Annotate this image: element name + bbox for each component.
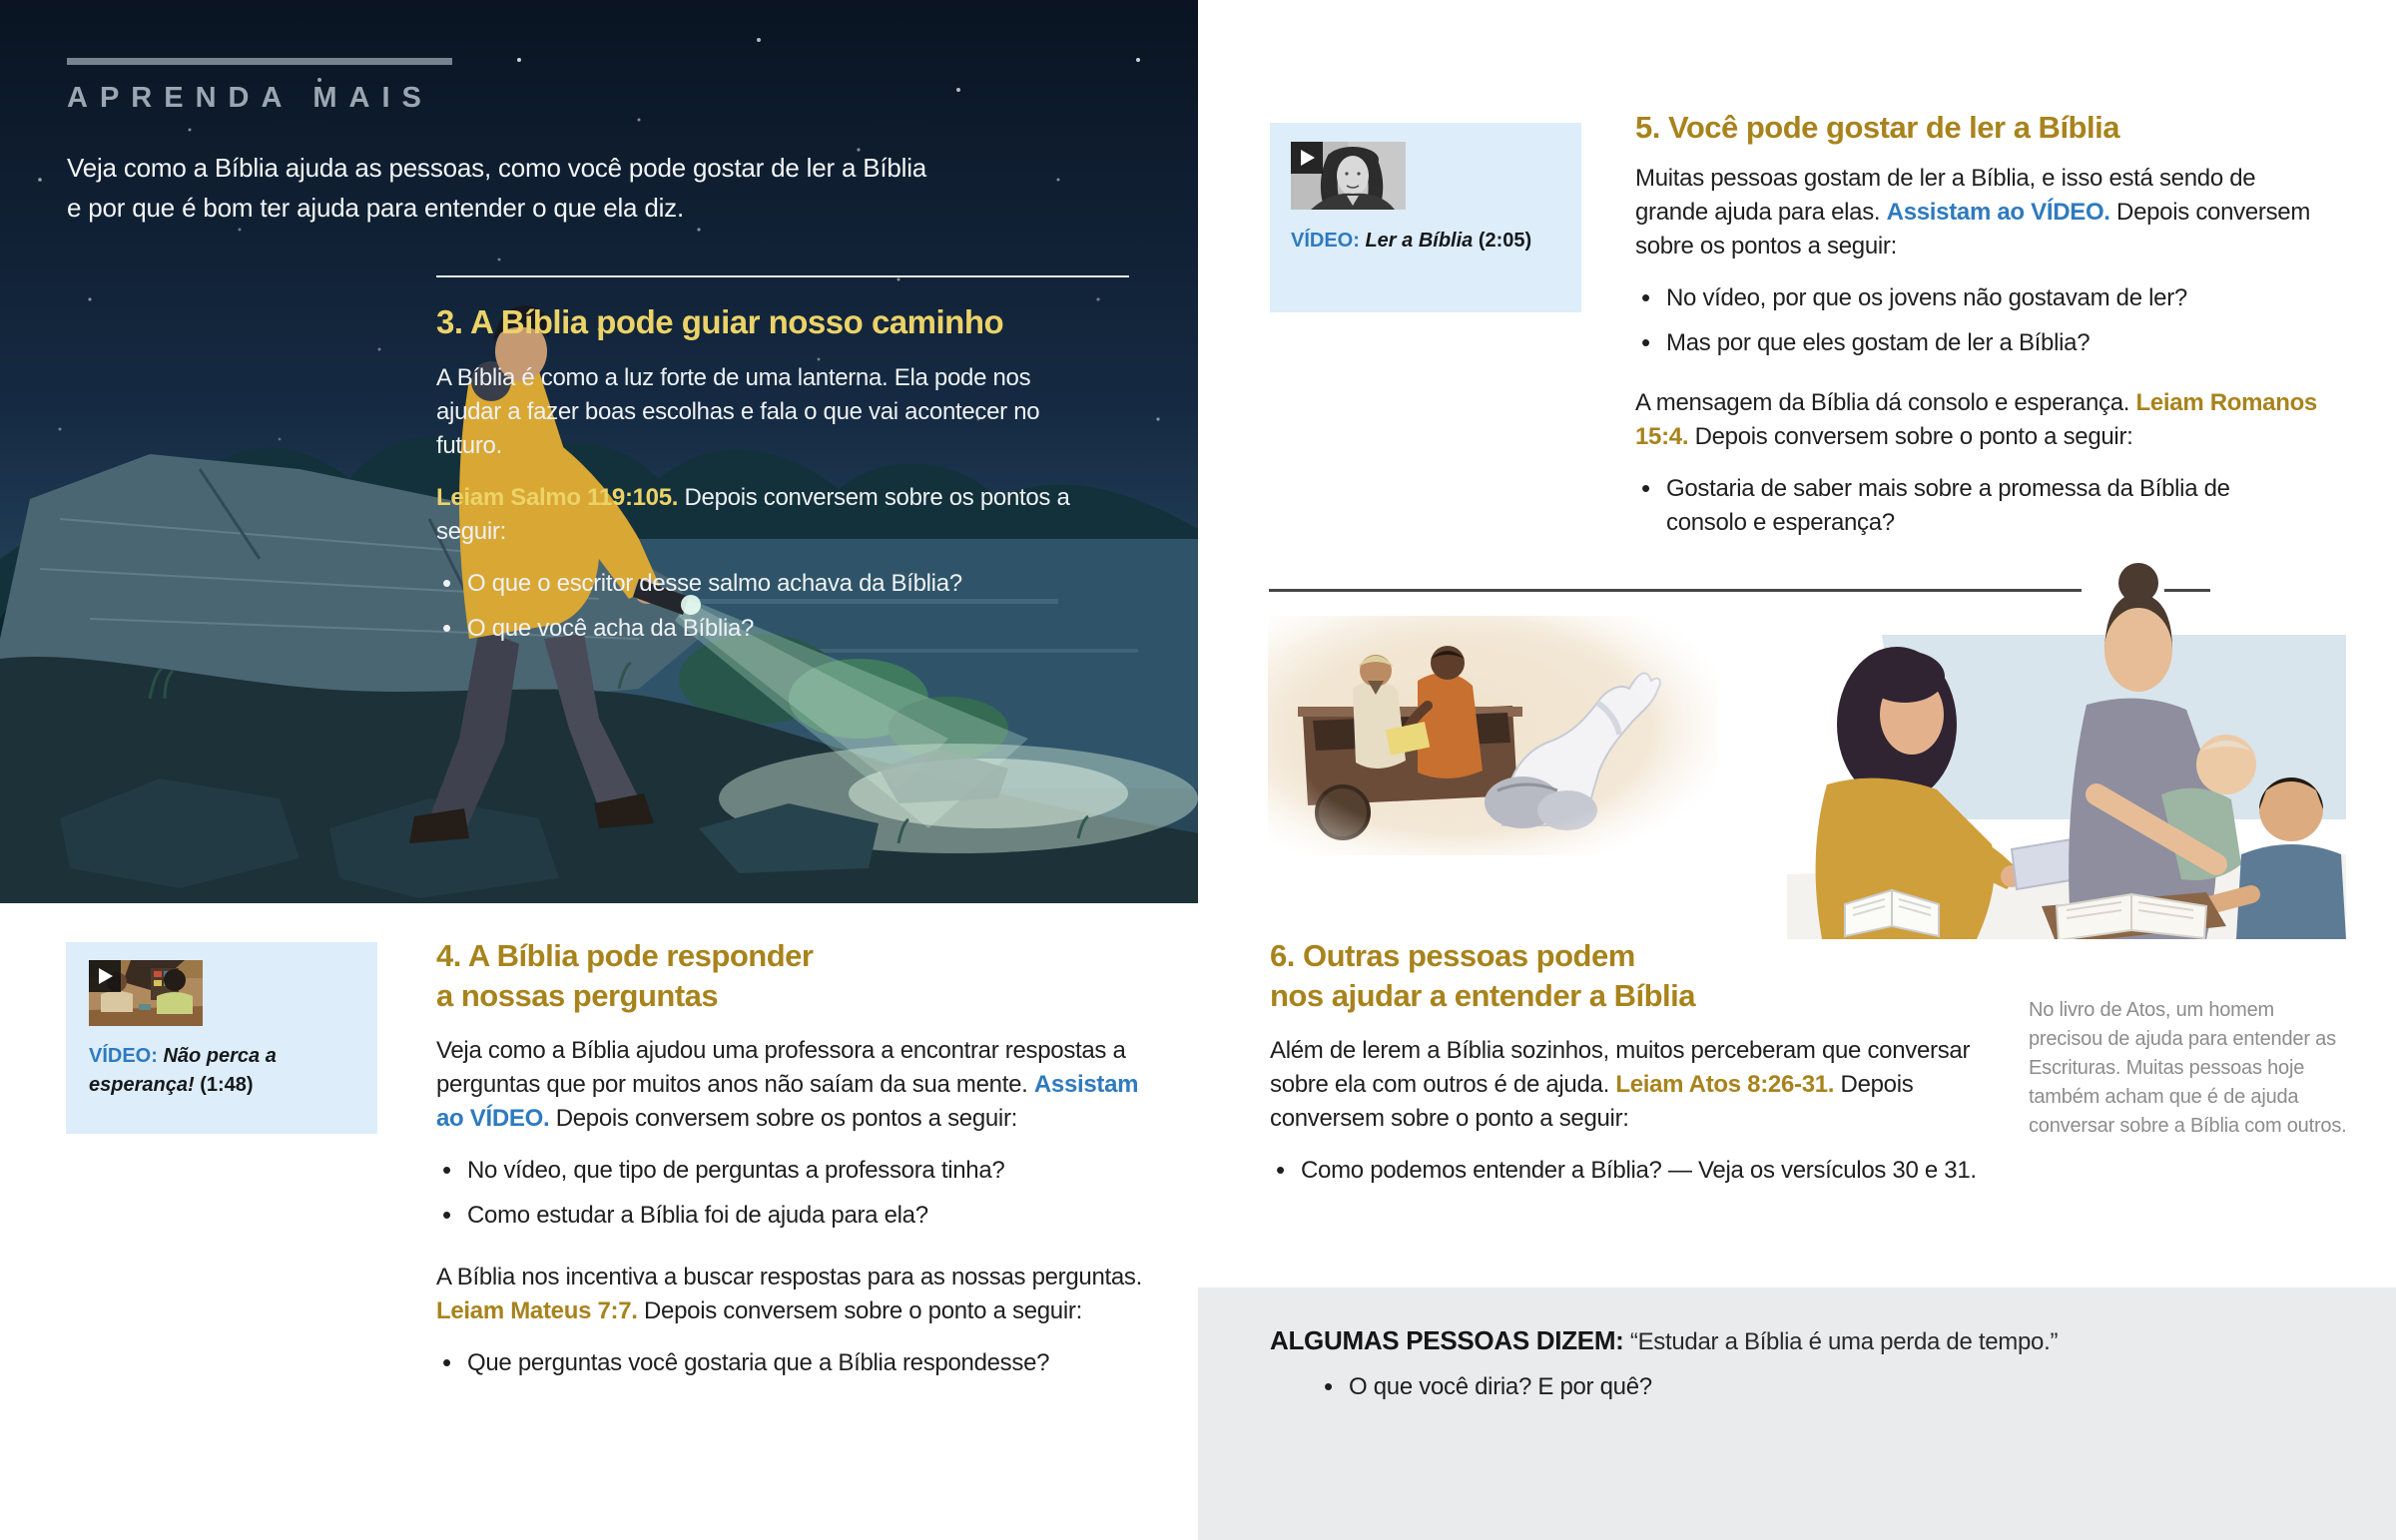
section-4-bullets (436, 1154, 1150, 1233)
hero-intro-line2: e por que é bom ter ajuda para entender o que ela diz. (67, 193, 684, 223)
scripture-link-atos[interactable]: Leiam Atos 8:26-31. (1615, 1071, 1835, 1098)
play-icon (89, 960, 121, 992)
section-4-body-text: Veja como a Bíblia ajudou uma professora a encontrar respostas a perguntas que por muitos anos não saíam da sua mente. (436, 1037, 1126, 1098)
section-4-title-line1: 4. A Bíblia pode responder (436, 938, 814, 973)
sidebar-caption: No livro de Atos, um homem precisou de ajuda para entender as Escrituras. Muitas pessoas hoje também acham que é de ajuda conversar sobre a Bíblia com outros. (2029, 999, 2347, 1137)
video-title[interactable]: Ler a Bíblia (1365, 230, 1474, 252)
video-caption-nao-perca[interactable] (89, 1042, 356, 1100)
section-5-bullets2 (1635, 472, 2334, 540)
scripture-link-salmo[interactable]: Leiam Salmo 119:105. (436, 484, 679, 511)
video-title[interactable]: Não perca a esperança! (89, 1045, 277, 1096)
video-thumbnail-nao-perca[interactable] (89, 960, 203, 1026)
list-item: • Que perguntas você gostaria que a Bíblia respondesse? (436, 1346, 1150, 1380)
some-people-say-label: ALGUMAS PESSOAS DIZEM: (1270, 1325, 1624, 1355)
section-6-body-after: Depois conversem sobre o ponto a seguir: (1270, 1071, 1914, 1132)
section-4-body-after: Depois conversem sobre os pontos a seguir: (549, 1105, 1018, 1132)
section-3-body: A Bíblia é como a luz forte de uma lanterna. Ela pode nos ajudar a fazer boas escolhas e fala o que vai acontecer no futuro. (436, 364, 1040, 459)
list-item: • O que o escritor desse salmo achava da Bíblia? (436, 567, 1135, 601)
family-study-illustration (1787, 555, 2346, 944)
scripture-link-mateus[interactable]: Leiam Mateus 7:7. (436, 1297, 638, 1324)
video-box-ler-biblia (1270, 123, 1581, 312)
section-5-body-text: Muitas pessoas gostam de ler a Bíblia, e isso está sendo de grande ajuda para elas. (1635, 165, 2256, 226)
scripture-link-romanos[interactable]: Leiam Romanos 15:4. (1635, 389, 2317, 450)
list-item: • No vídeo, que tipo de perguntas a professora tinha? (436, 1154, 1150, 1188)
section-6-title (1270, 936, 1989, 1016)
video-duration: (1:48) (200, 1074, 254, 1096)
section-5-para2-text: A mensagem da Bíblia dá consolo e esperança. (1635, 389, 2136, 416)
section-5-body (1635, 162, 2326, 263)
video-box-nao-perca (66, 942, 377, 1134)
section-5-bullets (1635, 281, 2334, 360)
video-label[interactable]: VÍDEO: (1291, 230, 1360, 252)
section-4-para2-text: A Bíblia nos incentiva a buscar respostas para as nossas perguntas. (436, 1264, 1142, 1290)
section-4-title-line2: a nossas perguntas (436, 978, 719, 1013)
list-item: • O que você diria? E por quê? (1318, 1370, 2318, 1404)
section-3-bullets (436, 567, 1135, 646)
section-5-title: 5. Você pode gostar de ler a Bíblia (1635, 110, 2119, 145)
section-6-title-line2: nos ajudar a entender a Bíblia (1270, 978, 1696, 1013)
section-5 (1635, 108, 2334, 540)
some-people-say-box (1198, 1287, 2396, 1540)
section-6-body-text: Além de lerem a Bíblia sozinhos, muitos perceberam que conversar sobre ela com outros é de ajuda. (1270, 1037, 1971, 1098)
hero-intro-line1: Veja como a Bíblia ajuda as pessoas, como você pode gostar de ler a Bíblia (67, 153, 927, 183)
video-label[interactable]: VÍDEO: (89, 1045, 158, 1067)
list-item: • No vídeo, por que os jovens não gostavam de ler? (1635, 281, 2334, 315)
list-item: • O que você acha da Bíblia? (436, 612, 1135, 646)
video-duration: (2:05) (1478, 230, 1532, 252)
watch-video-link[interactable]: Assistam ao VÍDEO. (436, 1071, 1139, 1132)
some-people-say-bullets (1270, 1370, 2318, 1404)
section-3-scripture-after: Depois conversem sobre os pontos a seguir: (436, 484, 1070, 545)
section-3-scripture-para (436, 481, 1095, 549)
section-4-title (436, 936, 1150, 1016)
section-4-para2 (436, 1261, 1145, 1328)
play-icon (1291, 142, 1323, 174)
some-people-say-content (1270, 1325, 2318, 1404)
some-people-say-quote: “Estudar a Bíblia é uma perda de tempo.” (1623, 1328, 2059, 1355)
watch-video-link[interactable]: Assistam ao VÍDEO. (1886, 199, 2110, 226)
kicker-rule (67, 58, 452, 65)
section-4-body (436, 1034, 1145, 1136)
section-6-body (1270, 1034, 1981, 1136)
page-kicker: APRENDA MAIS (67, 82, 433, 114)
section-5-para2-after: Depois conversem sobre o ponto a seguir: (1688, 423, 2133, 450)
section-3 (436, 275, 1135, 646)
section-5-para2 (1635, 386, 2326, 454)
video-thumbnail-ler-biblia[interactable] (1291, 142, 1406, 210)
chariot-scene-illustration (1268, 611, 1717, 865)
video-caption-ler-biblia[interactable] (1291, 227, 1566, 256)
list-item: • Como podemos entender a Bíblia? — Veja os versículos 30 e 31. (1270, 1154, 1989, 1188)
section-6-bullets (1270, 1154, 1989, 1188)
section-6 (1270, 936, 1989, 1188)
hero-intro (67, 148, 1165, 228)
hero-night-image (0, 0, 1198, 903)
list-item: • Como estudar a Bíblia foi de ajuda para ela? (436, 1199, 1150, 1233)
section-4 (436, 936, 1150, 1380)
list-item: • Gostaria de saber mais sobre a promessa da Bíblia de consolo e esperança? (1635, 472, 2245, 540)
list-item: • Mas por que eles gostam de ler a Bíblia? (1635, 326, 2334, 360)
section-6-title-line1: 6. Outras pessoas podem (1270, 938, 1635, 973)
section-4-bullets2 (436, 1346, 1150, 1380)
section-3-rule (436, 275, 1129, 277)
section-3-title: 3. A Bíblia pode guiar nosso caminho (436, 303, 1004, 340)
section-4-para2-after: Depois conversem sobre o ponto a seguir: (637, 1297, 1082, 1324)
some-people-say-line (1270, 1325, 2318, 1356)
section-5-body-after: Depois conversem sobre os pontos a seguir: (1635, 199, 2311, 259)
